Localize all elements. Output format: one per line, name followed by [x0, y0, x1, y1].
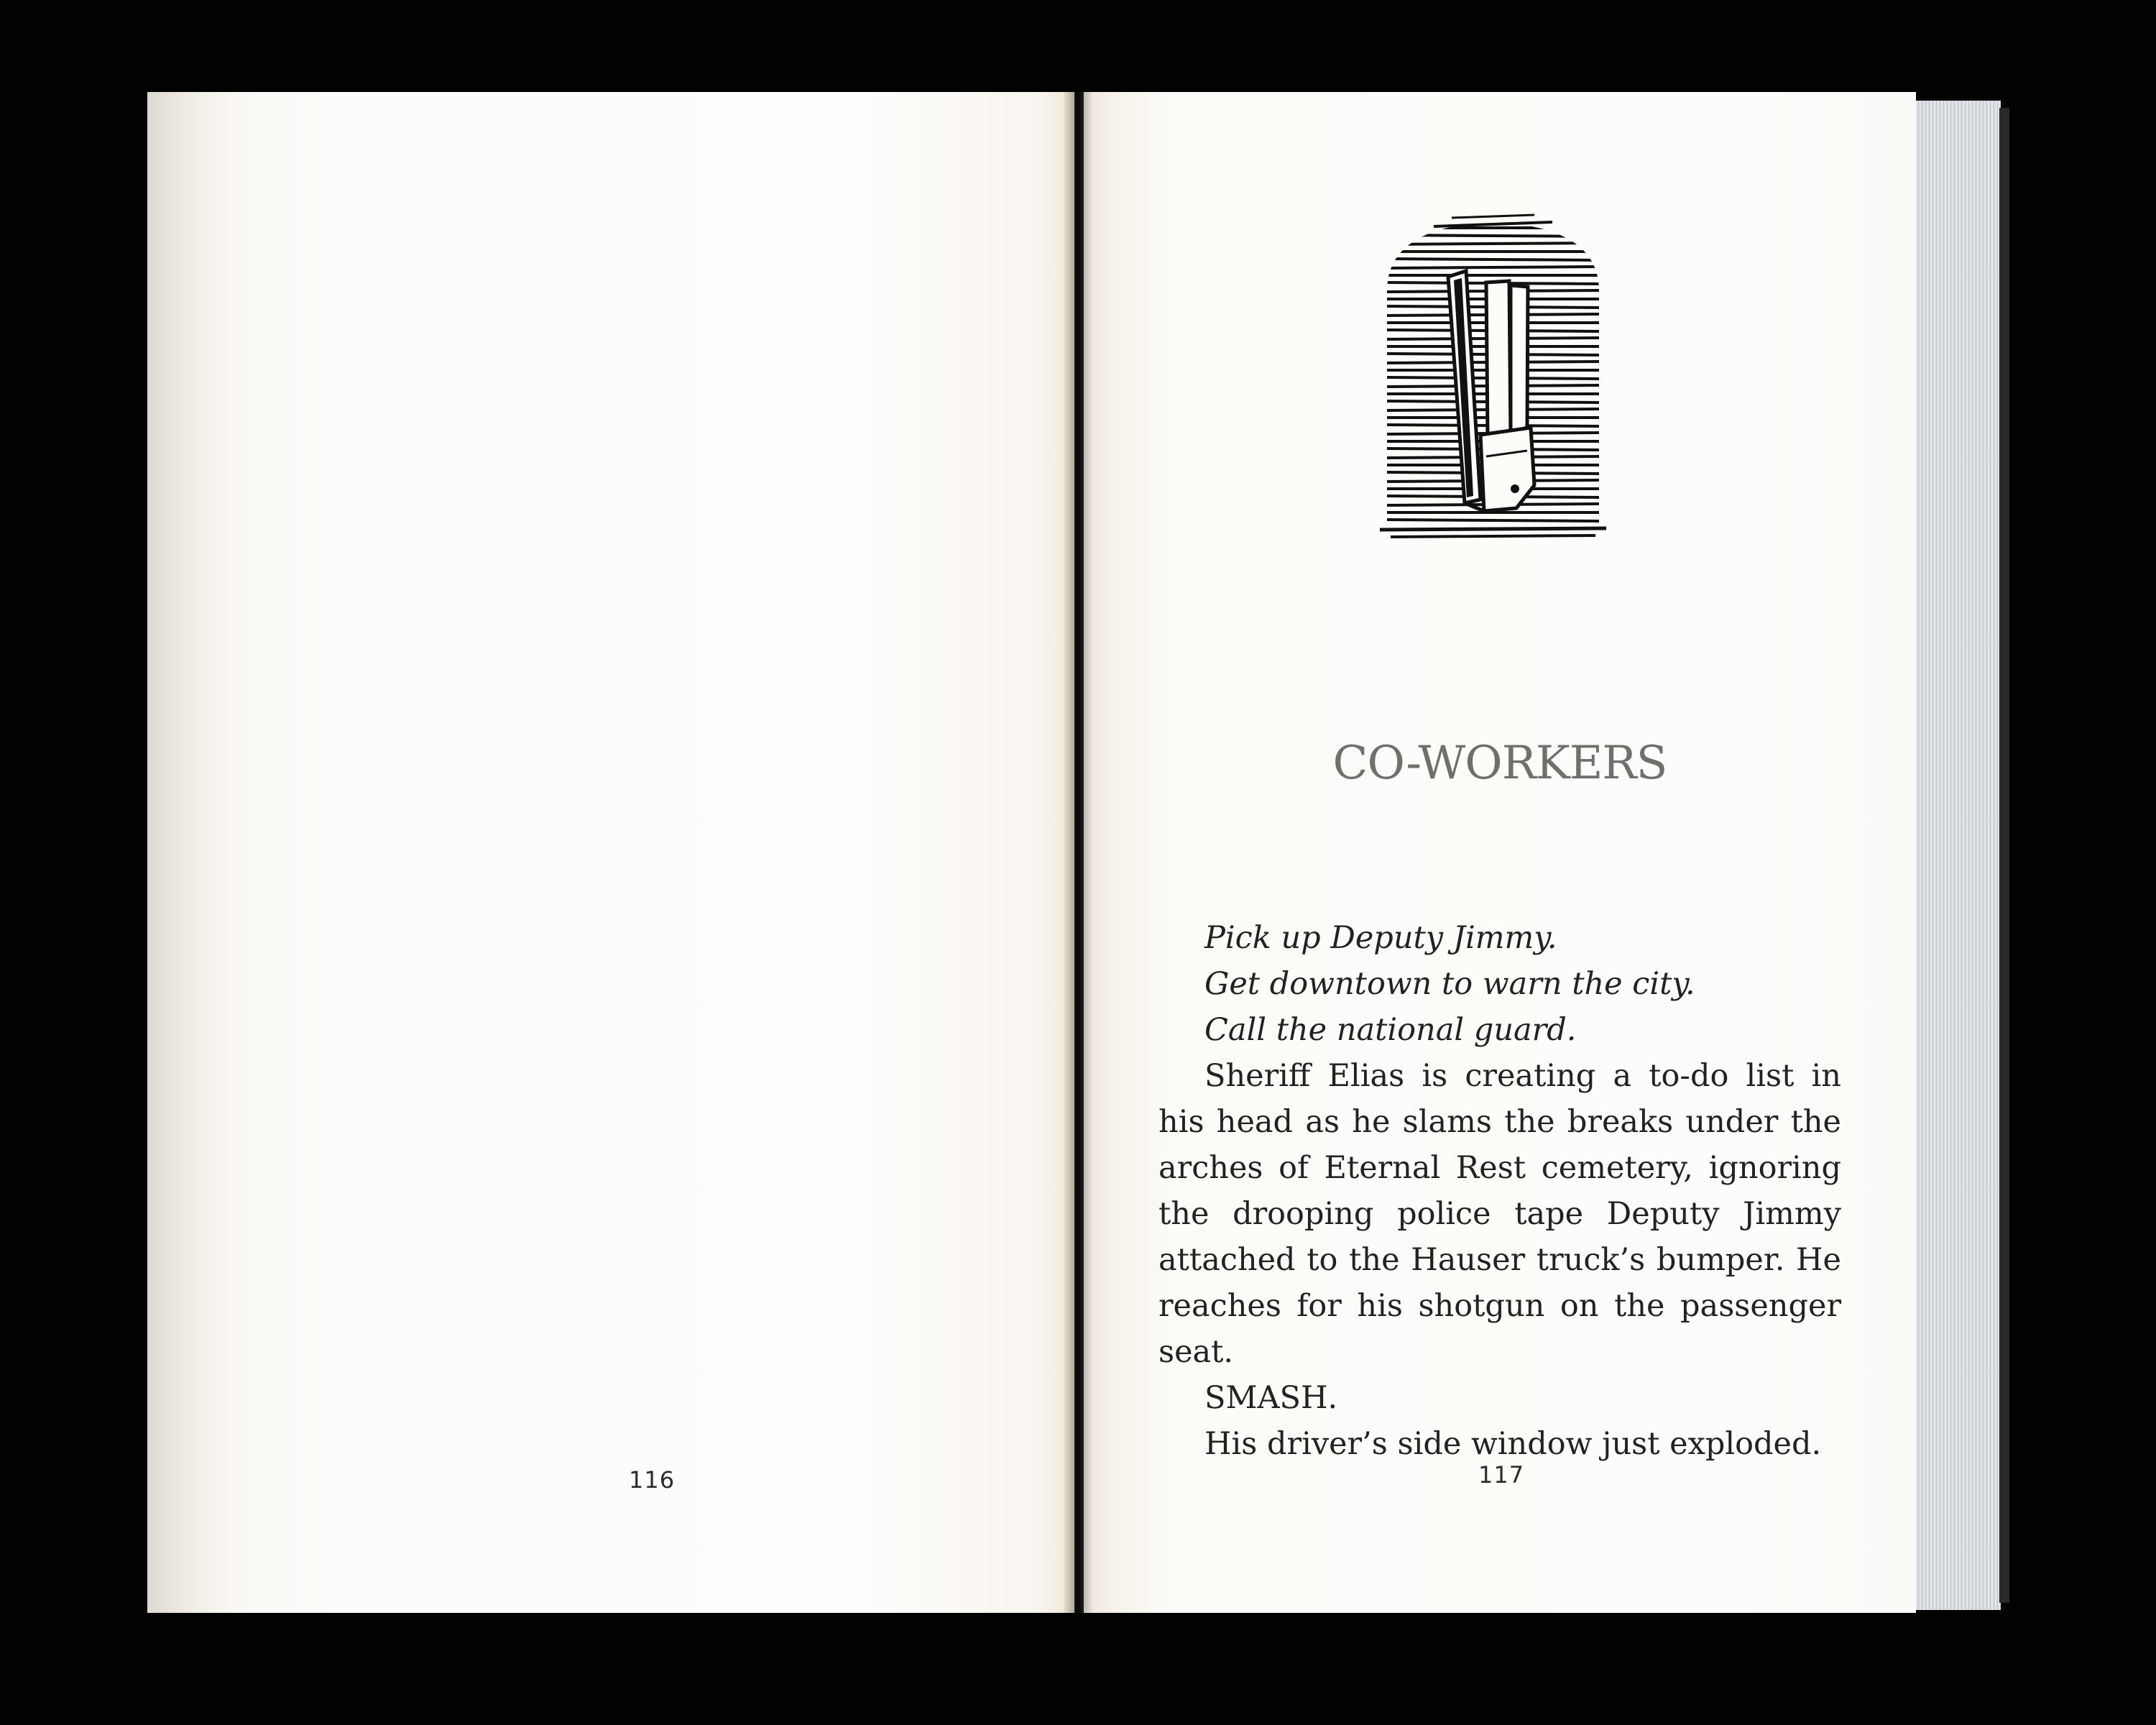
book-cover-edge — [1999, 108, 2009, 1603]
stapler-icon — [1380, 212, 1606, 539]
body-paragraph: His driver’s side window just exploded. — [1204, 1426, 1822, 1462]
page-number-right: 117 — [1478, 1461, 1525, 1489]
page-number-left: 116 — [629, 1466, 676, 1494]
body-paragraph: Sheriff Elias is creating a to-do list in his head as he slams the breaks under the arches of Eternal Rest cemetery, ignoring the drooping police tape Deputy Jimmy attached to the Hauser truck’s bumper. He reaches for his shotgun on the passenger seat. — [1158, 1058, 1841, 1370]
todo-line: Get downtown to warn the city. — [1204, 966, 1695, 1002]
book-gutter — [1064, 92, 1092, 1613]
todo-line: Pick up Deputy Jimmy. — [1204, 920, 1557, 956]
chapter-title: CO-WORKERS — [1332, 737, 1667, 790]
todo-line: Call the national guard. — [1204, 1012, 1577, 1048]
chapter-body — [1158, 915, 1841, 1467]
left-page — [147, 92, 1074, 1613]
body-paragraph: SMASH. — [1204, 1380, 1338, 1416]
page-edges — [1916, 101, 2001, 1610]
